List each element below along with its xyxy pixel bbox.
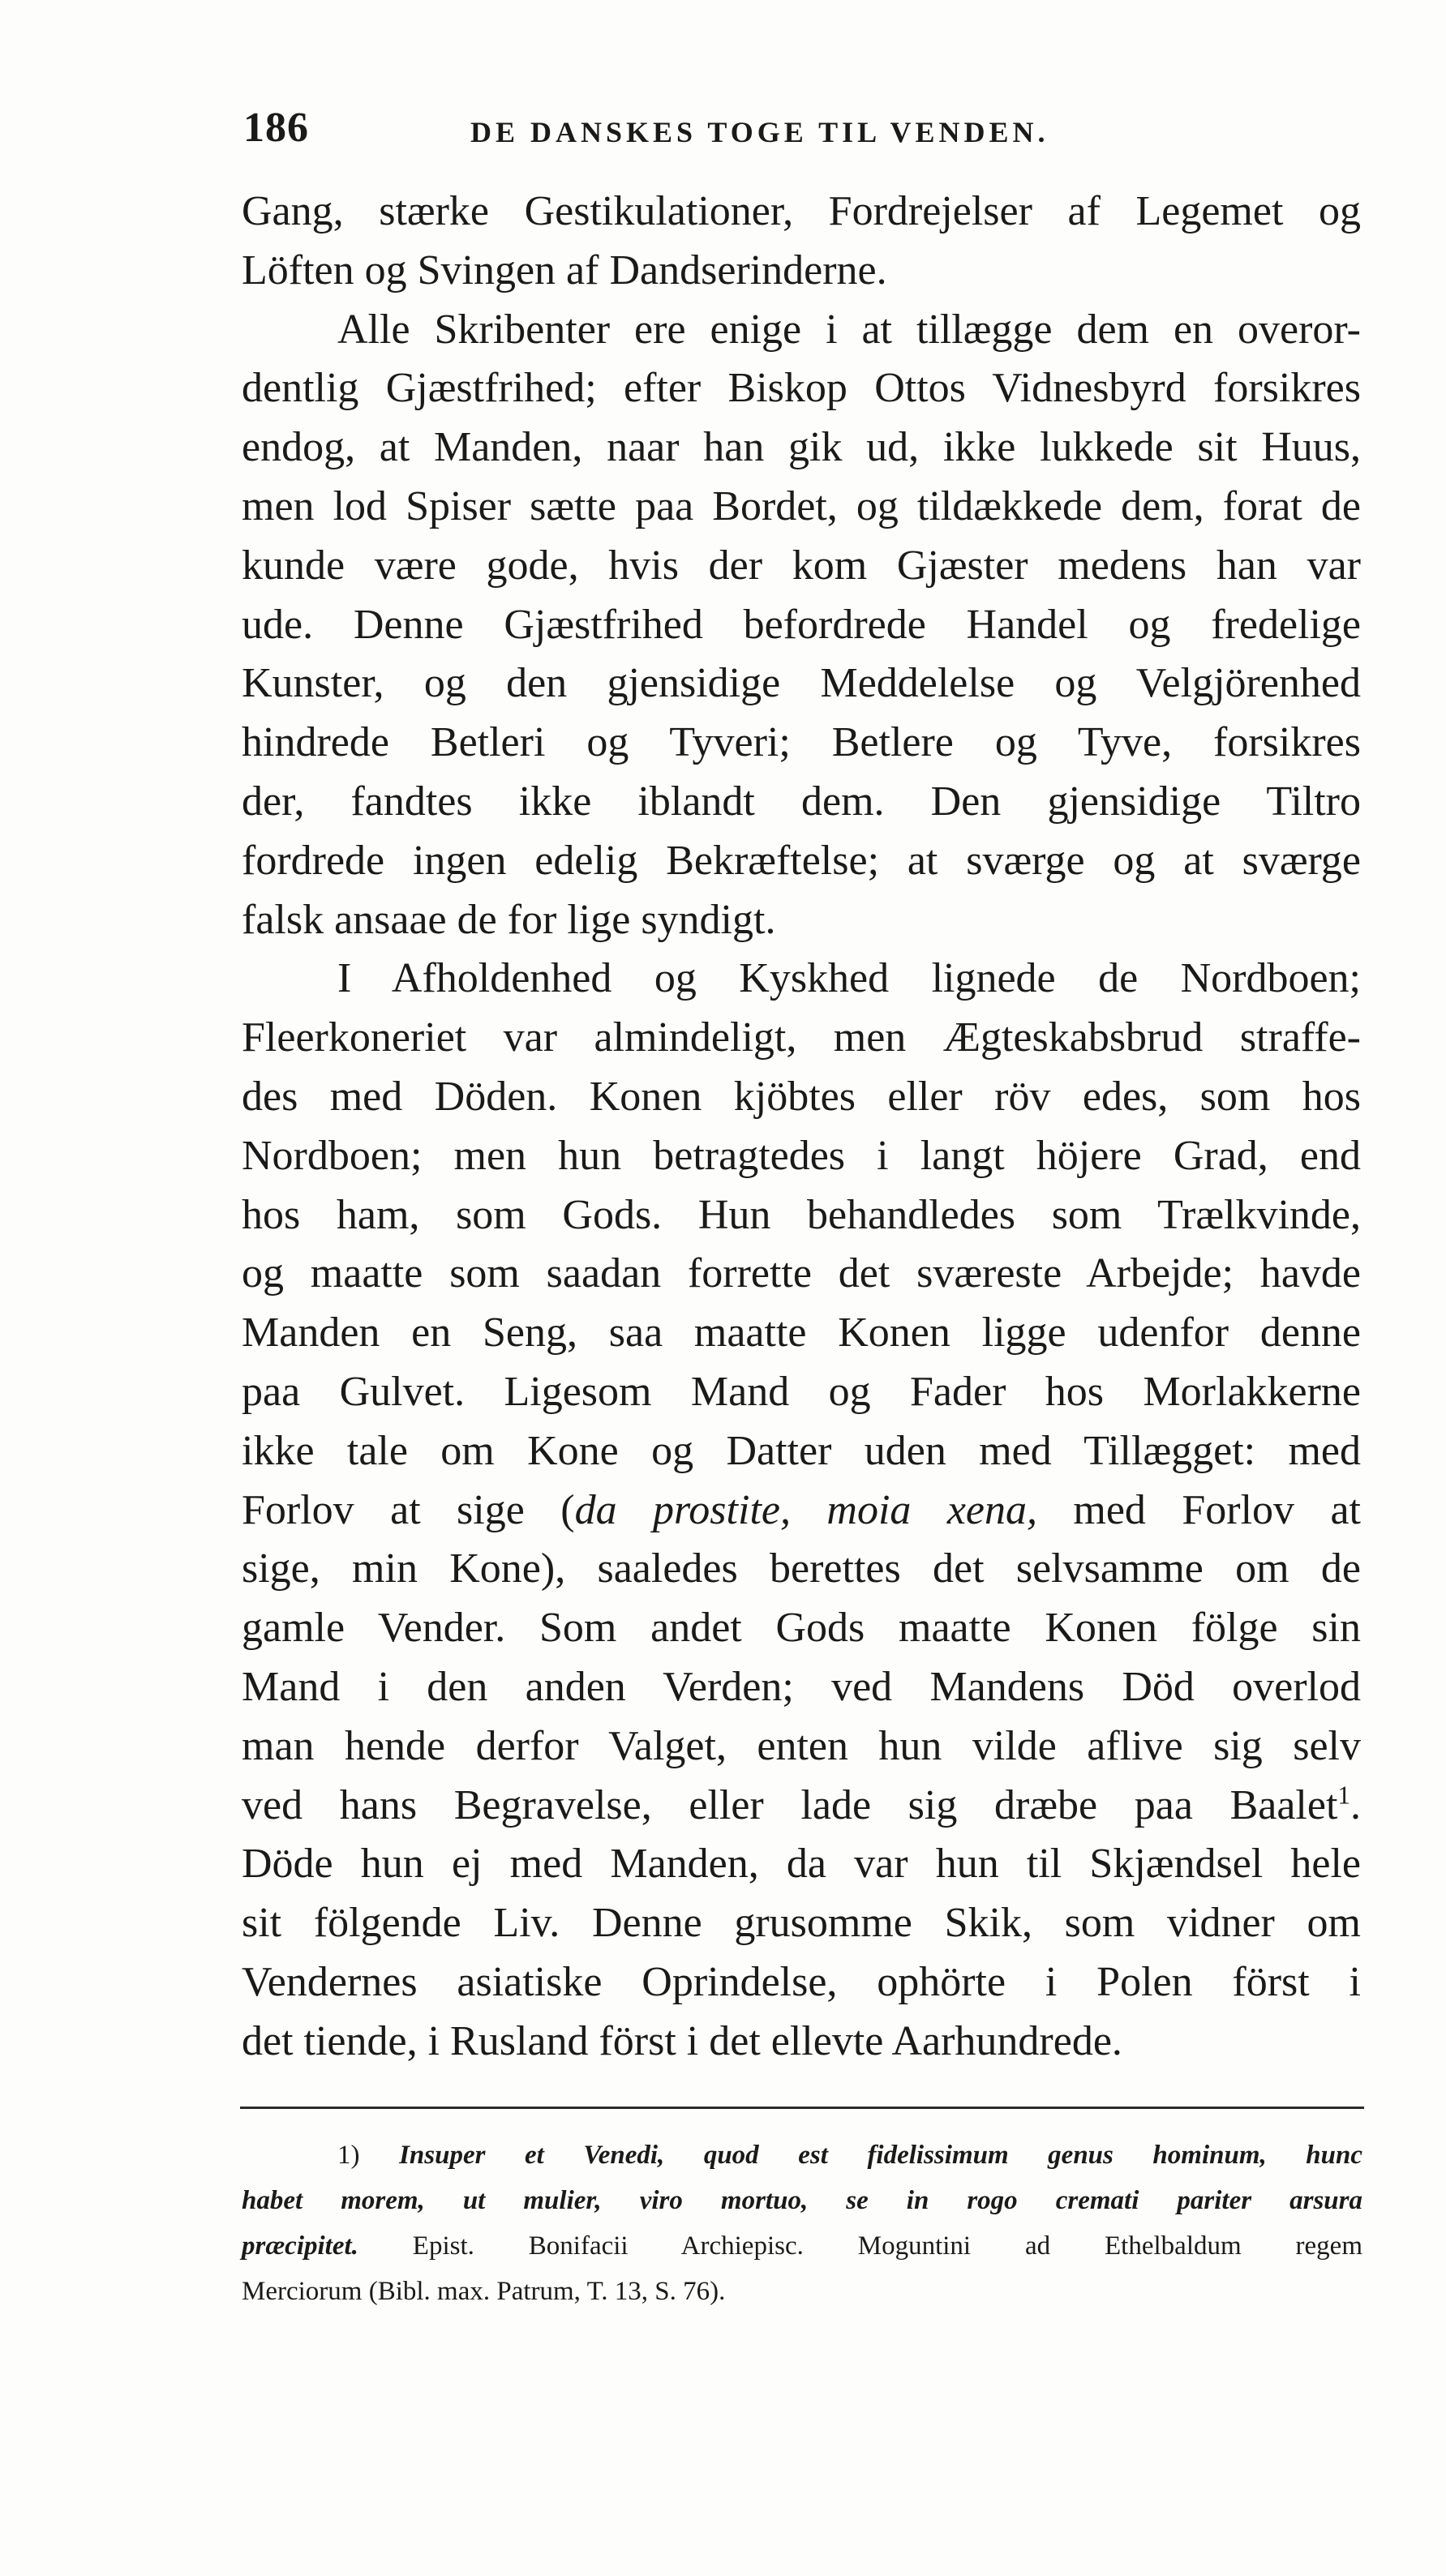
text-line: ude. Denne Gjæstfrihed befordrede Handel og fredelige: [242, 601, 1361, 648]
text-line: Manden en Seng, saa maatte Konen ligge udenfor denne: [242, 1309, 1361, 1357]
footnote-latin: habet morem, ut mulier, viro mortuo, se in rogo cremati pariter arsura: [242, 2186, 1362, 2215]
text-line: Gang, stærke Gestikulationer, Fordrejelser af Legemet og: [242, 188, 1361, 234]
text-line: Alle Skribenter ere enige i at tillægge dem en overor-: [337, 306, 1361, 353]
text-line: Kunster, og den gjensidige Meddelelse og Velgjörenhed: [242, 660, 1361, 707]
text-line: og maatte som saadan forrette det sværeste Arbejde; havde: [242, 1250, 1361, 1297]
running-title: DE DANSKES TOGE TIL VENDEN.: [470, 116, 1049, 148]
footnote-divider: [240, 2107, 1364, 2109]
footnote-line: [242, 2223, 1362, 2269]
footnote-line: [242, 2132, 1362, 2178]
text-line: des med Döden. Konen kjöbtes eller röv edes, som hos: [242, 1073, 1361, 1120]
text-line: der, fandtes ikke iblandt dem. Den gjensidige Tiltro: [242, 778, 1361, 825]
text-line: falsk ansaae de for lige syndigt.: [242, 896, 776, 943]
text-line: man hende derfor Valget, enten hun vilde aflive sig selv: [242, 1722, 1361, 1769]
text-line: Fleerkoneriet var almindeligt, men Ægteskabsbrud straffe-: [242, 1014, 1361, 1061]
body-text: [242, 182, 1361, 2072]
footnote-latin: præcipitet.: [242, 2231, 358, 2261]
text-line: ikke tale om Kone og Datter uden med Tillægget: med: [242, 1427, 1361, 1474]
text-line: Mand i den anden Verden; ved Mandens Död overlod: [242, 1663, 1361, 1710]
text-line-forlov: [242, 1481, 1361, 1541]
text-line: Vendernes asiatiske Oprindelse, ophörte i Polen först i: [242, 1958, 1361, 2005]
footnote-latin: Insuper et Venedi, quod est fidelissimum genus hominum, hunc: [399, 2141, 1363, 2170]
footnote-line: [242, 2178, 1362, 2223]
text-line: Döde hun ej med Manden, da var hun til Skjændsel hele: [242, 1841, 1361, 1888]
text-line: fordrede ingen edelig Bekræftelse; at sværge og at sværge: [242, 837, 1361, 884]
page-number: 186: [243, 105, 309, 151]
text-line: I Afholdenhed og Kyskhed lignede de Nordboen;: [337, 955, 1361, 1002]
text-line: hindrede Betleri og Tyveri; Betlere og Tyve, forsikres: [242, 719, 1361, 766]
text-line: hos ham, som Gods. Hun behandledes som Trælkvinde,: [242, 1191, 1361, 1238]
text-line: gamle Vender. Som andet Gods maatte Konen fölge sin: [242, 1605, 1361, 1652]
text-line-baalet: [242, 1777, 1361, 1836]
slavic-quote: da prostite, moia xena,: [574, 1486, 1037, 1533]
running-head: [243, 104, 1362, 169]
footnote: [242, 2132, 1362, 2314]
footnote-line: Merciorum (Bibl. max. Patrum, T. 13, S. 76).: [242, 2277, 726, 2306]
text-line: Nordboen; men hun betragtedes i langt höjere Grad, end: [242, 1132, 1361, 1179]
text-line: sit fölgende Liv. Denne grusomme Skik, som vidner om: [242, 1900, 1361, 1947]
text-line: dentlig Gjæstfrihed; efter Biskop Ottos Vidnesbyrd forsikres: [242, 365, 1361, 412]
text-line: paa Gulvet. Ligesom Mand og Fader hos Morlakkerne: [242, 1368, 1361, 1415]
text-line: Löften og Svingen af Dandserinderne.: [242, 246, 887, 294]
forlov-pre: Forlov at sige (: [242, 1486, 575, 1533]
text-line: endog, at Manden, naar han gik ud, ikke lukkede sit Huus,: [242, 424, 1361, 471]
baalet-pre: ved hans Begravelse, eller lade sig dræbe paa Baalet: [242, 1781, 1338, 1828]
text-line: sige, min Kone), saaledes berettes det selvsamme om de: [242, 1545, 1361, 1592]
text-line: det tiende, i Rusland först i det ellevte Aarhundrede.: [242, 2017, 1122, 2064]
text-line: men lod Spiser sætte paa Bordet, og tildækkede dem, forat de: [242, 482, 1361, 529]
forlov-post: med Forlov at: [1036, 1486, 1361, 1533]
footnote-source: Epist. Bonifacii Archiepisc. Moguntini ad Ethelbaldum regem: [358, 2231, 1362, 2261]
footnote-marker: 1): [337, 2141, 360, 2170]
text-line: kunde være gode, hvis der kom Gjæster medens han var: [242, 542, 1361, 589]
baalet-post: .: [1350, 1781, 1361, 1828]
footnote-reference[interactable]: 1: [1337, 1781, 1350, 1810]
